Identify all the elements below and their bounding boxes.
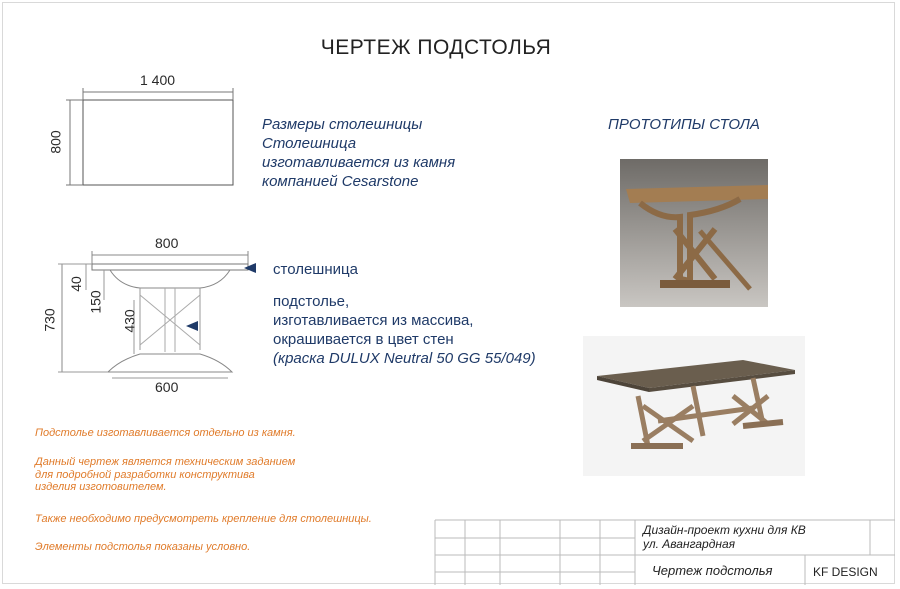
tabletop-side <box>92 264 248 270</box>
base-callout <box>273 292 536 368</box>
page-title: ЧЕРТЕЖ ПОДСТОЛЬЯ <box>320 36 552 59</box>
stamp-project <box>643 523 806 551</box>
side-top-width-label: 800 <box>155 235 179 251</box>
note-2-line3: изделия изготовителем. <box>35 481 167 493</box>
side-top-thickness-label: 40 <box>67 276 84 292</box>
note-4: Элементы подстолья показаны условно. <box>35 541 251 553</box>
tabletop-note <box>262 115 455 191</box>
tabletop-callout: столешница <box>273 261 358 278</box>
side-view-drawing <box>58 251 248 378</box>
note-2-line1: Данный чертеж является техническим заданием <box>35 456 296 468</box>
top-view-drawing <box>66 88 233 185</box>
base-callout-line2: изготавливается из массива, <box>273 312 474 329</box>
top-depth-label: 800 <box>47 130 64 154</box>
stamp-project-line2: ул. Авангардная <box>643 537 736 551</box>
apron-shape <box>110 270 230 288</box>
stamp-project-line1: Дизайн-проект кухни для КВ <box>643 523 806 537</box>
side-apron-height-label: 150 <box>87 290 104 314</box>
prototypes-title: ПРОТОТИПЫ СТОЛА <box>608 116 760 133</box>
note-2-line2: для подробной разработки конструктива <box>35 468 255 481</box>
tabletop-note-line2: Столешница <box>262 135 357 152</box>
base-callout-line1: подстолье, <box>273 293 350 310</box>
base-arrow-icon <box>186 321 198 331</box>
side-leg-height-label: 430 <box>121 309 138 333</box>
tabletop-outline <box>83 100 233 185</box>
base-callout-line4: (краска DULUX Neutral 50 GG 55/049) <box>273 350 536 367</box>
prototype-photo-1 <box>620 159 768 307</box>
side-total-height-label: 730 <box>41 308 58 332</box>
note-3: Также необходимо предусмотреть крепление для столешницы. <box>35 513 372 525</box>
tabletop-note-line4: компанией Cesarstone <box>262 173 419 190</box>
base-callout-line3: окрашивается в цвет стен <box>273 331 454 348</box>
side-bottom-width-label: 600 <box>155 379 179 395</box>
tabletop-note-line3: изготавливается из камня <box>262 154 456 171</box>
note-1: Подстолье изготавливается отдельно из камня. <box>35 427 296 439</box>
top-width-label: 1 400 <box>140 72 176 88</box>
note-2 <box>35 456 295 494</box>
base-foot <box>108 354 232 372</box>
stamp-drawing-name: Чертеж подстолья <box>652 563 773 578</box>
prototype-photo-2 <box>583 336 805 476</box>
tabletop-note-line1: Размеры столешницы <box>262 116 423 133</box>
stamp-brand: KF DESIGN <box>813 565 878 579</box>
